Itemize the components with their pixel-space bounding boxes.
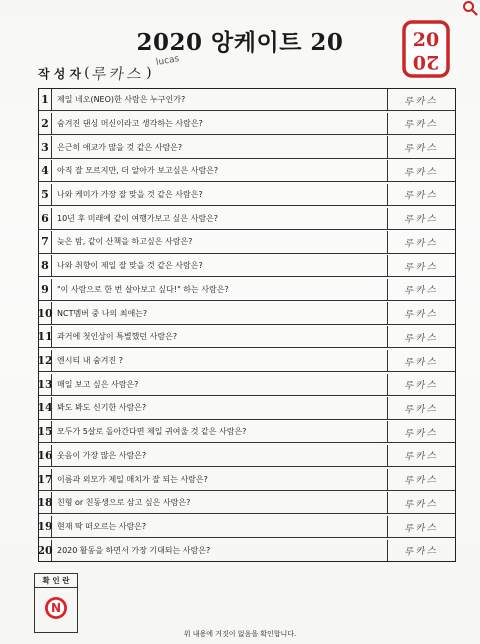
page-title: 2020 앙케이트 20	[136, 29, 344, 56]
answer-cell	[387, 397, 455, 418]
author-close-paren: )	[146, 65, 152, 81]
confirmation-label: 확 인 란	[35, 574, 77, 588]
answer-cell	[387, 113, 455, 134]
question-number: 9	[39, 279, 52, 300]
question-row	[39, 326, 455, 348]
question-row	[39, 540, 455, 561]
author-open-paren: (	[84, 65, 90, 81]
question-number: 2	[39, 113, 52, 134]
handwritten-answer: 루카스	[403, 213, 439, 226]
question-text: 제일 네오(NEO)한 사람은 누구인가?	[57, 95, 186, 105]
answer-cell	[387, 302, 455, 323]
answer-cell	[387, 255, 455, 276]
handwritten-answer: 루카스	[403, 521, 439, 535]
question-text: 나와 케미가 가장 잘 맞을 것 같은 사람은?	[57, 189, 203, 199]
search-icon[interactable]	[462, 0, 478, 16]
handwritten-answer: 루카스	[403, 498, 439, 511]
question-number: 10	[39, 302, 52, 323]
handwritten-answer: 루카스	[403, 450, 439, 463]
question-row	[39, 160, 455, 182]
question-text: 숨겨진 댄싱 머신이라고 생각하는 사람은?	[57, 118, 203, 128]
handwritten-answer: 루카스	[403, 95, 439, 108]
question-text: 현재 딱 떠오르는 사람은?	[57, 522, 147, 532]
author-romanized-name: lucas	[155, 54, 181, 68]
handwritten-answer: 루카스	[403, 355, 439, 369]
svg-text:20: 20	[412, 29, 440, 51]
answer-cell	[387, 184, 455, 205]
question-text: 이름과 외모가 제일 매치가 잘 되는 사람은?	[57, 474, 208, 484]
question-number: 11	[39, 326, 52, 347]
handwritten-answer: 루카스	[403, 166, 439, 179]
handwritten-answer: 루카스	[403, 261, 439, 274]
question-number: 19	[39, 516, 52, 537]
question-row	[39, 255, 455, 277]
handwritten-answer: 루카스	[403, 474, 439, 487]
question-row	[39, 279, 455, 301]
answer-cell	[387, 421, 455, 442]
handwritten-answer: 루카스	[403, 403, 439, 416]
answer-cell	[387, 445, 455, 466]
question-text: 웃음이 가장 많은 사람은?	[57, 450, 147, 460]
question-row	[39, 184, 455, 206]
question-text: 은근히 애교가 많을 것 같은 사람은?	[57, 142, 183, 152]
handwritten-answer: 루카스	[403, 118, 439, 131]
answer-cell	[387, 279, 455, 300]
question-row	[39, 89, 455, 111]
question-table	[38, 88, 456, 562]
question-number: 6	[39, 208, 52, 229]
question-text: 늦은 밤, 같이 산책을 하고싶은 사람은?	[57, 237, 193, 247]
question-row	[39, 208, 455, 230]
question-number: 5	[39, 184, 52, 205]
question-text: 과거에 첫인상이 특별했던 사람은?	[57, 332, 178, 342]
author-name: 루카스	[90, 64, 146, 83]
question-number: 18	[39, 492, 52, 513]
question-number: 3	[39, 136, 52, 157]
answer-cell	[387, 492, 455, 513]
question-number: 1	[39, 89, 52, 110]
question-text: 친형 or 친동생으로 삼고 싶은 사람은?	[57, 498, 191, 508]
question-number: 8	[39, 255, 52, 276]
answer-cell	[387, 89, 455, 110]
answer-cell	[387, 540, 455, 561]
question-number: 15	[39, 421, 52, 442]
question-row	[39, 469, 455, 491]
stamp-icon	[44, 596, 68, 620]
confirmation-note: 위 내용에 거짓이 없음을 확인합니다.	[183, 630, 297, 638]
question-row	[39, 231, 455, 253]
answer-cell	[387, 231, 455, 252]
seal-logo	[402, 20, 450, 78]
stamp-letter: N	[50, 601, 62, 616]
answer-cell	[387, 516, 455, 537]
author-row	[38, 62, 152, 84]
question-text: 아직 잘 모르지만, 더 알아가 보고싶은 사람은?	[57, 166, 219, 176]
handwritten-answer: 루카스	[403, 142, 439, 155]
question-text: 엔시티 내 숨겨진 ?	[57, 356, 123, 366]
question-row	[39, 516, 455, 538]
handwritten-answer: 루카스	[403, 308, 439, 321]
question-text: 봐도 봐도 신기한 사람은?	[57, 403, 147, 413]
answer-cell	[387, 208, 455, 229]
question-text: 매일 보고 싶은 사람은?	[57, 379, 139, 389]
handwritten-answer: 루카스	[403, 332, 439, 345]
question-number: 20	[39, 540, 52, 561]
question-number: 14	[39, 397, 52, 418]
question-row	[39, 136, 455, 158]
question-number: 7	[39, 231, 52, 252]
question-row	[39, 397, 455, 419]
handwritten-answer: 루카스	[403, 545, 439, 558]
confirmation-box	[34, 573, 78, 633]
answer-cell	[387, 374, 455, 395]
question-row	[39, 113, 455, 135]
handwritten-answer: 루카스	[403, 284, 439, 297]
question-row	[39, 302, 455, 324]
answer-cell	[387, 160, 455, 181]
question-row	[39, 421, 455, 443]
answer-cell	[387, 469, 455, 490]
answer-cell	[387, 326, 455, 347]
question-row	[39, 445, 455, 467]
question-text: 모두가 5살로 돌아간다면 제일 귀여울 것 같은 사람은?	[57, 427, 247, 437]
question-row	[39, 350, 455, 372]
question-number: 12	[39, 350, 52, 371]
handwritten-answer: 루카스	[403, 427, 439, 440]
handwritten-answer: 루카스	[403, 189, 439, 203]
question-text: 10년 후 미래에 같이 여행가보고 싶은 사람은?	[57, 213, 219, 223]
question-number: 4	[39, 160, 52, 181]
answer-cell	[387, 350, 455, 371]
question-row	[39, 492, 455, 514]
question-number: 16	[39, 445, 52, 466]
question-text: "이 사람으로 한 번 살아보고 싶다!" 하는 사람은?	[57, 284, 229, 294]
svg-text:20: 20	[412, 51, 440, 73]
question-number: 13	[39, 374, 52, 395]
question-text: 2020 활동을 하면서 가장 기대되는 사람은?	[57, 545, 211, 555]
question-number: 17	[39, 469, 52, 490]
handwritten-answer: 루카스	[403, 379, 439, 392]
question-row	[39, 374, 455, 396]
question-text: 나와 취향이 제일 잘 맞을 것 같은 사람은?	[57, 261, 203, 271]
author-label: 작 성 자	[38, 66, 82, 81]
answer-cell	[387, 136, 455, 157]
question-text: NCT멤버 중 나의 최애는?	[57, 308, 148, 318]
handwritten-answer: 루카스	[403, 237, 439, 250]
